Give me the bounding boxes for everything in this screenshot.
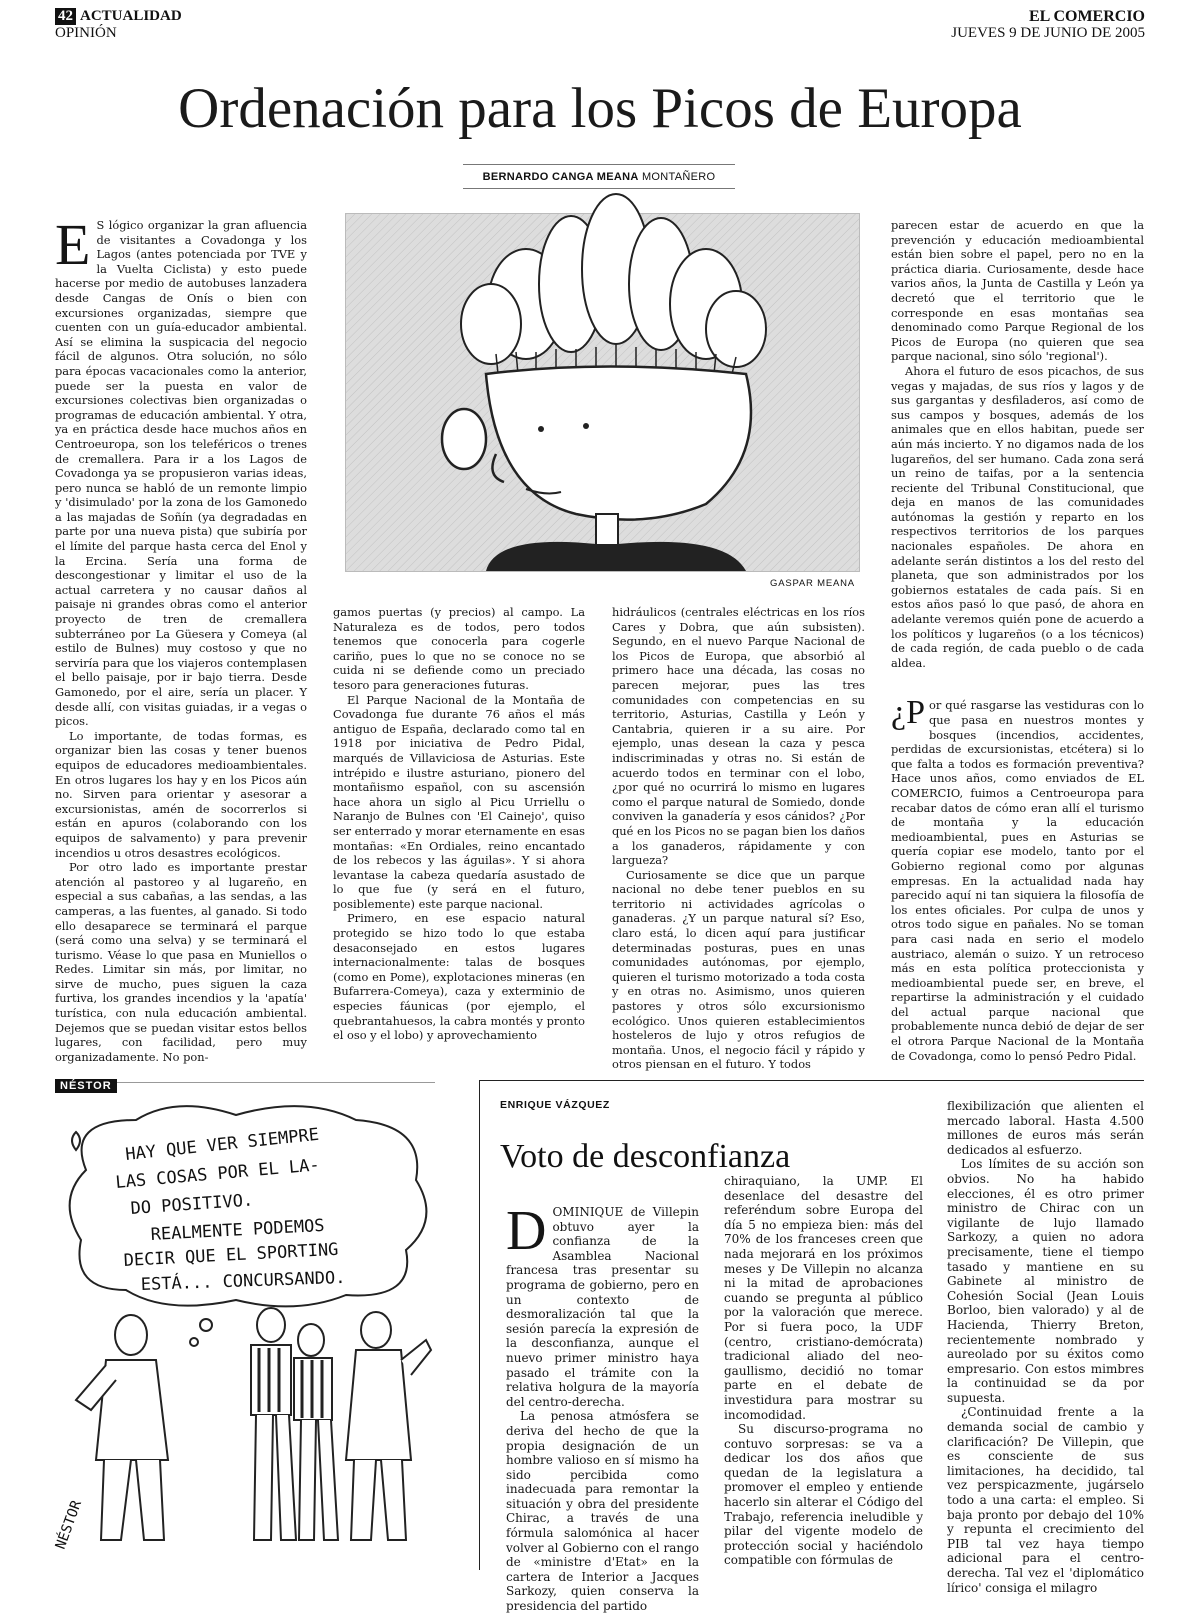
cartoon-signature: NÉSTOR [52, 1498, 86, 1552]
byline [463, 164, 735, 189]
paragraph: parecen estar de acuerdo en que la prevención y educación medioambiental están bien sobre el papel, pero no en la práctica diaria. Curiosamente, desde hace varios años, la Junta de Castilla y León ya decretó que el territorio que le corresponde en esas montañas sea denominado como Parque Regional de los Picos de Europa (no quieren que sea parque nacional, sino sólo 'regional'). [891, 218, 1144, 364]
article-column-4 [891, 218, 1144, 1063]
author-name: BERNARDO CANGA MEANA [482, 171, 639, 183]
subsection-label: OPINIÓN [55, 25, 117, 41]
page-header-right [951, 8, 1145, 42]
article-column-3 [612, 605, 865, 1072]
paragraph: Primero, en ese espacio natural protegido se hizo todo lo que estaba desaconsejado en estos lugares internacionalmente: talas de bosques (como en Pome), explotaciones mineras (en Bufarrera-Comeya), caza y exterminio de especies fáunicas (por ejemplo, el quebrantahuesos, la cabra montés y pronto el oso y el lobo) y aprovechamiento [333, 911, 585, 1043]
column-author: ENRIQUE VÁZQUEZ [500, 1099, 610, 1111]
drop-cap: D [506, 1200, 547, 1262]
opinion-column-1 [506, 1200, 699, 1614]
subhead-initial: ¿P [891, 694, 925, 732]
paragraph: Curiosamente se dice que un parque nacional no debe tener pueblos en su territorio ni actividades agrícolas o ganaderas. ¿Y un parque natural sí? Eso, claro está, lo dicen aquí para justificar determinadas posturas, pues en unas comunidades autónomas, por ejemplo, quieren el turismo motorizado a toda costa y en otras no. Asimismo, unos quieren pastores y otros sólo excursionismo ecológico. Unos quieren establecimientos hosteleros de lujo y otros refugios de montaña. Unos, el negocio fácil y rápido y otros piensan en el futuro. Y todos [612, 867, 865, 1072]
article-column-2 [333, 605, 585, 1043]
boy-with-trees-illustration [346, 214, 859, 571]
paragraph: Su discurso-programa no contuvo sorpresas: se va a dedicar los dos años que quedan de la legislatura a promover el empleo y entiende hacerlo sin alterar el Código del Trabajo, referencia ineludible y pilar del vigente modelo de protección social y haciéndolo compatible con fórmulas de [724, 1422, 923, 1568]
speech-line-3: DO POSITIVO. [129, 1190, 254, 1219]
illustration [345, 213, 860, 572]
opinion-column-3 [947, 1099, 1144, 1595]
speech-line-4: REALMENTE PODEMOS [150, 1215, 326, 1245]
issue-date: JUEVES 9 DE JUNIO DE 2005 [951, 25, 1145, 41]
section-label: ACTUALIDAD [80, 8, 182, 24]
paragraph: flexibilización que alienten el mercado laboral. Hasta 4.500 millones de euros más serán dedicados al esfuerzo. [947, 1099, 1144, 1157]
speech-line-5: DECIR QUE EL SPORTING [123, 1239, 339, 1271]
column-rule [479, 1080, 480, 1570]
paragraph: La penosa atmósfera se deriva del hecho de que la propia designación de un hombre valioso en sí mismo ha sido percibida como inadecuada para remontar la situación y obra del presidente Chirac, a través de una fórmula salomónica al hacer volver al Gobierno con el rango de «ministre d'Etat» en la cartera de Interior a Jacques Sarkozy, quien conserva la presidencia del partido [506, 1409, 699, 1614]
article-headline: Ordenación para los Picos de Europa [178, 77, 1022, 140]
speech-line-1: HAY QUE VER SIEMPRE [124, 1124, 320, 1165]
author-role: MONTAÑERO [641, 171, 716, 183]
paragraph: ¿Continuidad frente a la demanda social de cambio y clarificación? De Villepin, que es consciente de sus limitaciones, ha decidido, tal vez perspicazmente, jugárselo todo a una carta: el empleo. Si baja pronto por debajo del 10% y repunta el crecimiento del PIB tal vez haya tiempo adicional para el centro-derecha. Tal vez el 'diplomático lírico' consiga el milagro [947, 1405, 1144, 1595]
page-header-left [55, 8, 182, 42]
paragraph: or qué rasgarse las vestiduras con lo que pasa en nuestros montes y bosques (incendios, accidentes, perdidas de excursionistas, etcétera) si lo que falta a todos es formación preventiva? Hace unos años, como enviados de EL COMERCIO, fuimos a Centroeuropa para recabar datos de cómo eran allí el turismo de montaña y la educación medioambiental, pues en Asturias se quería copiar ese modelo, tanto por el Gobierno regional como por algunas empresas. En la actualidad nada hay parecido aquí ni tan siquiera la filosofía de los entes oficiales. Por culpa de unos y otros todo sigue en pañales. No se toman para casi nada en serio el modelo austriaco, alemán o suizo. Y un retroceso más en esta política proteccionista y medioambiental puede ser, en breve, el repartirse la administración y el cuidado del actual parque nacional que probablemente nunca debió de dejar de ser el otrora Parque Nacional de la Montaña de Covadonga, como lo pensó Pedro Pidal. [891, 698, 1144, 1063]
page-number: 42 [55, 8, 76, 25]
paragraph: gamos puertas (y precios) al campo. La Naturaleza es de todos, pero todos tenemos que conocerla para cogerle cariño, pues lo que no se conoce no se cuida ni se defiende como un preciado tesoro para generaciones futuras. [333, 605, 585, 692]
cartoon-drawing [52, 1100, 436, 1558]
paragraph: Los límites de su acción son obvios. No ha habido elecciones, él es otro primer ministro de Chirac con un vigilante de lujo llamado Sarkozy, a quien no adora precisamente, tiene el tiempo tasado y mantiene en su Gabinete al ministro de Cohesión Social (Jean Louis Borloo, bien valorado) y al de Hacienda, Thierry Breton, recientemente nombrado y aureolado por su éxitos como empresario. Con estos mimbres la continuidad se da por supuesta. [947, 1157, 1144, 1405]
paragraph: hidráulicos (centrales eléctricas en los ríos Cares y Dobra, que aún subsisten). Segundo, en el nuevo Parque Nacional de los Picos de Europa, que absorbió al primero hace una década, las cosas no parecen mejorar, pues las tres comunidades con competencias en su territorio, Asturias, Castilla y León y Cantabria, quieren ir a su aire. Por ejemplo, unas desean la caza y pesca indiscriminadas y otras no. Si están de acuerdo todos en terminar con el lobo, ¿por qué no ocurrirá lo mismo en lugares como el parque natural de Somiedo, donde conviven la ganadería y esos cánidos? ¿Por qué en los Picos no se pagan bien los daños a los ganaderos, rápidamente y con largueza? [612, 605, 865, 868]
paragraph: chiraquiano, la UMP. El desenlace del desastre del referéndum sobre Europa del día 5 no empieza bien: más del 70% de los franceses creen que nada mejorará en los próximos meses y De Villepin no alcanza ni la mitad de aprobaciones cuando se pregunta al público por la valoración que merece. Por si fuera poco, la UDF (centro, cristiano-demócrata) tradicional aliado del neo-gaullismo, decidió no tomar parte en el debate de investidura para mostrar su incomodidad. [724, 1174, 923, 1422]
section-rule [479, 1080, 1144, 1081]
illustration-credit: GASPAR MEANA [770, 578, 855, 589]
paragraph: OMINIQUE de Villepin obtuvo ayer la confianza de la Asamblea Nacional francesa tras presentar su programa de gobierno, pero en un contexto de desmoralización tal que la sesión parecía la expresión de la desconfianza, aunque el nuevo primer ministro haya pasado el trámite con la relativa holgura de la mayoría del centro-derecha. [506, 1205, 699, 1409]
paragraph: S lógico organizar la gran afluencia de visitantes a Covadonga y los Lagos (antes potenciada por TVE y la Vuelta Ciclista) y esto puede hacerse por medio de autobuses lanzadera desde Cangas de Onís o bien con excursiones organizadas, siempre que cuenten con un guía-educador ambiental. Así se elimina la suspicacia del negocio fácil de algunos. Otra solución, no sólo para épocas vacacionales como la anterior, puede ser la puesta en valor de excursiones colectivas bien organizadas o programas de educación ambiental. Y otra, ya en práctica desde hace muchos años en Centroeuropa, son los teleféricos o trenes de cremallera. Para ir a los Lagos de Covadonga ya se propusieron varias ideas, pero nunca se habló de un remonte limpio y 'disimulado' por la zona de los Gamonedo a las majadas de Soñín (ya degradadas en parte por una nueva pista) que subiría por el límite del parque hasta cerca del Enol y la Ercina. Sería una forma de descongestionar y limitar el uso de la actual carretera y no causar daños al paisaje ni grandes obras como el anterior proyecto de tren de cremallera subterráneo por La Güesera y Comeya (al estilo de Bulnes) muy costoso y que no serviría para que los viajeros contemplasen el bello paisaje, por ir bajo tierra. Desde Gamonedo, por el aire, sería un placer. Y desde allí, con visitas guiadas, ir a vegas o picos. [55, 218, 307, 729]
cartoon-label: NÉSTOR [55, 1079, 117, 1093]
paragraph: Lo importante, de todas formas, es organizar bien las cosas y tener buenos equipos de educadores medioambientales. En otros lugares los hay y en los Picos aún no. Sirven para orientar y asesorar a excursionistas, amén de socorrerlos si están en apuros (colaborando con los equipos de salvamento) y para prevenir incendios u otros desastres ecológicos. [55, 728, 307, 860]
drop-cap: E [55, 212, 91, 277]
opinion-column-2 [724, 1174, 923, 1568]
publication-name: EL COMERCIO [1028, 8, 1145, 25]
editorial-cartoon [52, 1100, 436, 1558]
paragraph: Por otro lado es importante prestar atención al pastoreo y al lugareño, en especial a sus cabañas, a las sendas, a las camperas, a las fuentes, al ganado. Si todo ello desaparece se terminará el parque (será como una selva) y se terminará el turismo. Véase lo que pasa en Muniellos o Redes. Limitar sin más, por limitar, no sirve de mucho, pues siguen la caza furtiva, los grandes incendios y la 'apatía' turística, con nula educación ambiental. Dejemos que se puedan visitar estos bellos lugares, con facilidad, pero muy organizadamente. No pon- [55, 860, 307, 1064]
speech-line-6: ESTÁ... CONCURSANDO. [140, 1267, 346, 1295]
paragraph: Ahora el futuro de esos picachos, de sus vegas y majadas, de sus ríos y lagos y de sus gargantas y desfiladeros, así como de sus campos y bosques, además de los animales que en ellos habitan, puede ser aún más incierto. Y no digamos nada de los lugareños, del ser humano. Cada zona será un reino de taifas, por a la sentencia reciente del Tribunal Constitucional, que deja en manos de las comunidades autónomas la gestión y reparto en los respectivos territorios de los parques nacionales españoles. De ahora en adelante serán distintos a los del resto del planeta, que son administrados por los gobiernos estatales de cada país. Si en estos años pasó lo que pasó, de ahora en adelante veremos quién pone de acuerdo a los políticos y lugareños (o a los técnicos) de cada región, de cada pueblo o de cada aldea. [891, 363, 1144, 670]
article-column-1 [55, 212, 307, 1064]
column-headline: Voto de desconfianza [500, 1138, 791, 1175]
paragraph: El Parque Nacional de la Montaña de Covadonga fue durante 76 años el más antiguo de España, declarado como tal en 1918 por iniciativa de Pedro Pidal, marqués de Villaviciosa de Asturias. Este intrépido e ilustre asturiano, pionero del montañismo español, con su ascensión hace ahora un siglo al Picu Urriellu o Naranjo de Bulnes con 'El Cainejo', quiso ser enterrado y morar eternamente en esas montañas: «En Ordiales, reino encantado de los rebecos y las águilas». Y si ahora levantase la cabeza quedaría asustado de lo que fue (y será en el futuro, posiblemente) este parque nacional. [333, 692, 585, 911]
speech-line-2: LAS COSAS POR EL LA- [114, 1155, 321, 1193]
